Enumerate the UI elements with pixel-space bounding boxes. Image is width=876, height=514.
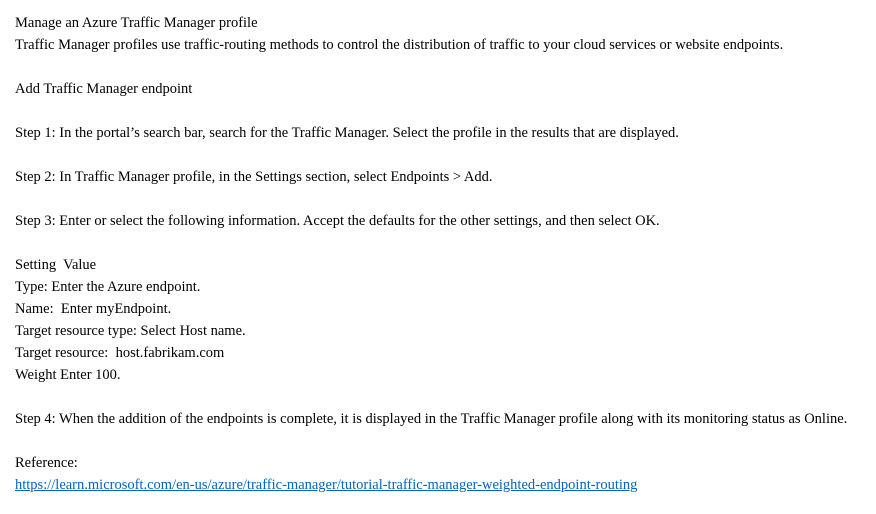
step-4: Step 4: When the addition of the endpoints is complete, it is displayed in the Traffic Manager profile along with its monitoring status as Online. (15, 411, 848, 427)
settings-row-type: Type: Enter the Azure endpoint. (15, 279, 201, 295)
step-1: Step 1: In the portal’s search bar, search for the Traffic Manager. Select the profile in the results that are displayed. (15, 125, 679, 141)
step-2: Step 2: In Traffic Manager profile, in the Settings section, select Endpoints > Add. (15, 169, 493, 185)
settings-row-target-resource: Target resource: host.fabrikam.com (15, 345, 225, 361)
reference-label: Reference: (15, 455, 78, 471)
spacer (15, 386, 847, 408)
spacer (15, 232, 847, 254)
settings-row-name: Name: Enter myEndpoint. (15, 301, 172, 317)
settings-row-target-resource-type: Target resource type: Select Host name. (15, 323, 246, 339)
reference-link[interactable]: https://learn.microsoft.com/en-us/azure/traffic-manager/tutorial-traffic-manager-weighted-endpoint-routing (15, 477, 638, 493)
document-body (15, 12, 847, 496)
step-3: Step 3: Enter or select the following information. Accept the defaults for the other settings, and then select OK. (15, 213, 660, 229)
settings-row-weight: Weight Enter 100. (15, 367, 121, 383)
spacer (15, 56, 847, 78)
spacer (15, 430, 847, 452)
settings-header: Setting Value (15, 257, 97, 273)
spacer (15, 100, 847, 122)
spacer (15, 144, 847, 166)
page-title: Manage an Azure Traffic Manager profile (15, 15, 258, 31)
section-heading: Add Traffic Manager endpoint (15, 81, 193, 97)
intro-paragraph: Traffic Manager profiles use traffic-routing methods to control the distribution of traffic to your cloud services or website endpoints. (15, 37, 784, 53)
spacer (15, 188, 847, 210)
